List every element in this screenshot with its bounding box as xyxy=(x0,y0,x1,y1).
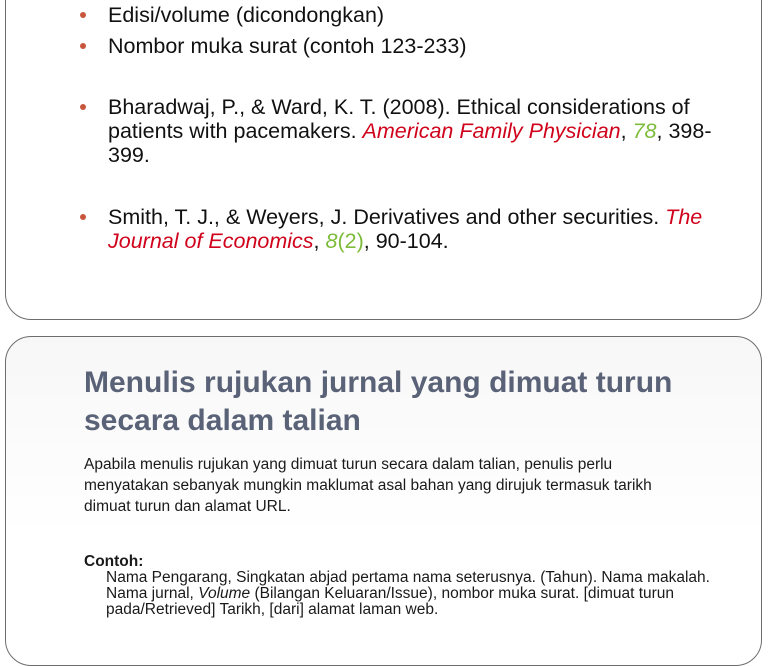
reference-text xyxy=(84,205,744,253)
journal-issue: (2) xyxy=(337,229,364,253)
example-format-text xyxy=(106,570,746,618)
separator: , xyxy=(313,229,320,253)
bullet-dot-icon xyxy=(80,12,86,18)
bullet-dot-icon xyxy=(80,43,86,49)
journal-volume: 78 xyxy=(632,119,657,143)
journal-volume: 8 xyxy=(325,229,338,253)
example-format-part1: Nama Pengarang, Singkatan abjad pertama nama seterusnya. (Tahun). Nama makalah. Nama jurnal, xyxy=(106,569,710,602)
bullet-item-page-number xyxy=(84,34,744,58)
reference-text xyxy=(84,95,744,167)
bullet-dot-icon xyxy=(80,214,86,220)
example-volume-word: Volume xyxy=(198,585,251,602)
slide-intro-paragraph: Apabila menulis rujukan yang dimuat turun secara dalam talian, penulis perlu menyatakan sebanyak mungkin maklumat asal bahan yang dirujuk termasuk tarikh dimuat turun dan alamat URL. xyxy=(84,456,652,515)
bullet-text: Edisi/volume (dicondongkan) xyxy=(108,3,385,27)
reference-authors-title: Bharadwaj, P., & Ward, K. T. (2008). Ethical considerations of patients with pacemakers. xyxy=(108,95,690,143)
journal-pages: , 90-104. xyxy=(363,229,449,253)
reference-authors-title: Smith, T. J., & Weyers, J. Derivatives and other securities. xyxy=(108,205,660,229)
example-format-part2: (Bilangan Keluaran/Issue), nombor muka surat. [dimuat turun pada/Retrieved] Tarikh, [dari] alamat laman web. xyxy=(106,585,675,618)
separator: , xyxy=(620,119,627,143)
bullet-dot-icon xyxy=(80,104,86,110)
journal-name: American Family Physician xyxy=(362,119,621,143)
slide-title: Menulis rujukan jurnal yang dimuat turun secara dalam talian xyxy=(84,366,673,437)
reference-example-bharadwaj xyxy=(84,95,744,167)
example-heading: Contoh: xyxy=(84,553,144,570)
bullet-item-edition xyxy=(84,3,744,27)
bullet-text: Nombor muka surat (contoh 123-233) xyxy=(108,34,467,58)
journal-name: The Journal of Economics xyxy=(108,205,703,253)
journal-pages: , 398-399. xyxy=(108,119,712,167)
reference-example-smith xyxy=(84,205,744,253)
